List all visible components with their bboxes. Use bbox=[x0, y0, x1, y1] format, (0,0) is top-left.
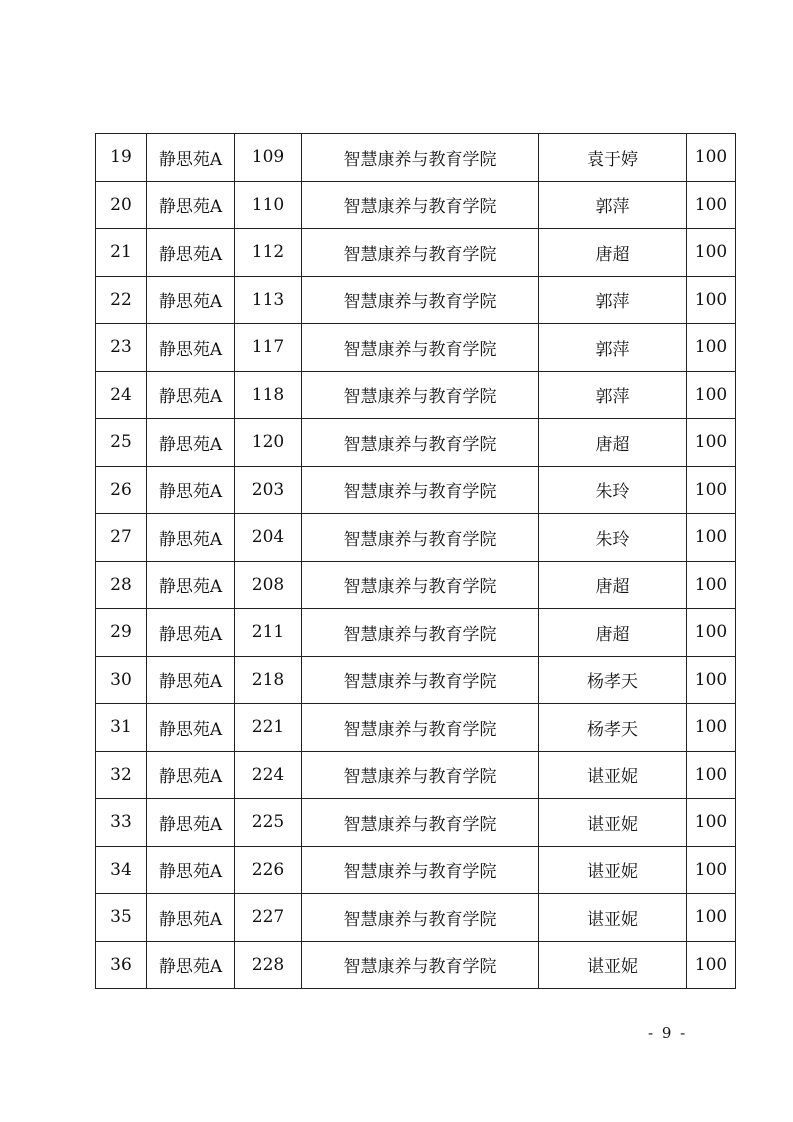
building-cell: 静思苑A bbox=[147, 229, 235, 277]
room-number-cell: 227 bbox=[235, 894, 302, 942]
college-cell: 智慧康养与教育学院 bbox=[302, 514, 539, 562]
college-cell: 智慧康养与教育学院 bbox=[302, 846, 539, 894]
college-cell: 智慧康养与教育学院 bbox=[302, 751, 539, 799]
manager-name-cell: 杨孝天 bbox=[539, 704, 687, 752]
score-cell: 100 bbox=[687, 181, 736, 229]
score-cell: 100 bbox=[687, 134, 736, 182]
table-row bbox=[96, 941, 736, 989]
manager-name-cell: 唐超 bbox=[539, 229, 687, 277]
score-cell: 100 bbox=[687, 656, 736, 704]
building-cell: 静思苑A bbox=[147, 134, 235, 182]
score-cell: 100 bbox=[687, 514, 736, 562]
building-cell: 静思苑A bbox=[147, 419, 235, 467]
room-number-cell: 113 bbox=[235, 276, 302, 324]
building-cell: 静思苑A bbox=[147, 466, 235, 514]
room-number-cell: 117 bbox=[235, 324, 302, 372]
table-row bbox=[96, 371, 736, 419]
manager-name-cell: 谌亚妮 bbox=[539, 846, 687, 894]
building-cell: 静思苑A bbox=[147, 894, 235, 942]
manager-name-cell: 谌亚妮 bbox=[539, 751, 687, 799]
row-number-cell: 31 bbox=[96, 704, 147, 752]
row-number-cell: 32 bbox=[96, 751, 147, 799]
college-cell: 智慧康养与教育学院 bbox=[302, 324, 539, 372]
college-cell: 智慧康养与教育学院 bbox=[302, 799, 539, 847]
room-number-cell: 204 bbox=[235, 514, 302, 562]
room-number-cell: 211 bbox=[235, 609, 302, 657]
row-number-cell: 30 bbox=[96, 656, 147, 704]
row-number-cell: 33 bbox=[96, 799, 147, 847]
building-cell: 静思苑A bbox=[147, 751, 235, 799]
score-cell: 100 bbox=[687, 609, 736, 657]
row-number-cell: 27 bbox=[96, 514, 147, 562]
college-cell: 智慧康养与教育学院 bbox=[302, 656, 539, 704]
table-row bbox=[96, 799, 736, 847]
room-number-cell: 118 bbox=[235, 371, 302, 419]
row-number-cell: 28 bbox=[96, 561, 147, 609]
row-number-cell: 20 bbox=[96, 181, 147, 229]
building-cell: 静思苑A bbox=[147, 609, 235, 657]
table-row bbox=[96, 894, 736, 942]
manager-name-cell: 唐超 bbox=[539, 561, 687, 609]
room-number-cell: 203 bbox=[235, 466, 302, 514]
building-cell: 静思苑A bbox=[147, 324, 235, 372]
manager-name-cell: 朱玲 bbox=[539, 514, 687, 562]
building-cell: 静思苑A bbox=[147, 276, 235, 324]
building-cell: 静思苑A bbox=[147, 941, 235, 989]
score-cell: 100 bbox=[687, 419, 736, 467]
college-cell: 智慧康养与教育学院 bbox=[302, 134, 539, 182]
score-cell: 100 bbox=[687, 324, 736, 372]
table-row bbox=[96, 324, 736, 372]
building-cell: 静思苑A bbox=[147, 371, 235, 419]
table-body bbox=[96, 134, 736, 989]
room-number-cell: 226 bbox=[235, 846, 302, 894]
score-cell: 100 bbox=[687, 894, 736, 942]
row-number-cell: 29 bbox=[96, 609, 147, 657]
manager-name-cell: 谌亚妮 bbox=[539, 941, 687, 989]
table-row bbox=[96, 609, 736, 657]
building-cell: 静思苑A bbox=[147, 514, 235, 562]
building-cell: 静思苑A bbox=[147, 561, 235, 609]
college-cell: 智慧康养与教育学院 bbox=[302, 229, 539, 277]
room-number-cell: 208 bbox=[235, 561, 302, 609]
college-cell: 智慧康养与教育学院 bbox=[302, 894, 539, 942]
score-cell: 100 bbox=[687, 466, 736, 514]
college-cell: 智慧康养与教育学院 bbox=[302, 561, 539, 609]
manager-name-cell: 郭萍 bbox=[539, 371, 687, 419]
table-row bbox=[96, 704, 736, 752]
row-number-cell: 21 bbox=[96, 229, 147, 277]
score-cell: 100 bbox=[687, 229, 736, 277]
room-number-cell: 228 bbox=[235, 941, 302, 989]
manager-name-cell: 朱玲 bbox=[539, 466, 687, 514]
score-cell: 100 bbox=[687, 704, 736, 752]
college-cell: 智慧康养与教育学院 bbox=[302, 704, 539, 752]
college-cell: 智慧康养与教育学院 bbox=[302, 276, 539, 324]
college-cell: 智慧康养与教育学院 bbox=[302, 466, 539, 514]
room-number-cell: 112 bbox=[235, 229, 302, 277]
manager-name-cell: 郭萍 bbox=[539, 276, 687, 324]
row-number-cell: 24 bbox=[96, 371, 147, 419]
college-cell: 智慧康养与教育学院 bbox=[302, 181, 539, 229]
room-number-cell: 221 bbox=[235, 704, 302, 752]
row-number-cell: 35 bbox=[96, 894, 147, 942]
row-number-cell: 34 bbox=[96, 846, 147, 894]
table-row bbox=[96, 561, 736, 609]
score-cell: 100 bbox=[687, 276, 736, 324]
score-cell: 100 bbox=[687, 371, 736, 419]
table-row bbox=[96, 751, 736, 799]
manager-name-cell: 杨孝天 bbox=[539, 656, 687, 704]
building-cell: 静思苑A bbox=[147, 181, 235, 229]
room-number-cell: 218 bbox=[235, 656, 302, 704]
manager-name-cell: 谌亚妮 bbox=[539, 894, 687, 942]
room-number-cell: 109 bbox=[235, 134, 302, 182]
table-row bbox=[96, 419, 736, 467]
college-cell: 智慧康养与教育学院 bbox=[302, 419, 539, 467]
page-number: - 9 - bbox=[648, 1024, 688, 1042]
row-number-cell: 22 bbox=[96, 276, 147, 324]
college-cell: 智慧康养与教育学院 bbox=[302, 371, 539, 419]
manager-name-cell: 郭萍 bbox=[539, 324, 687, 372]
row-number-cell: 23 bbox=[96, 324, 147, 372]
row-number-cell: 25 bbox=[96, 419, 147, 467]
table-row bbox=[96, 134, 736, 182]
dormitory-score-table bbox=[95, 133, 736, 989]
table-row bbox=[96, 181, 736, 229]
manager-name-cell: 唐超 bbox=[539, 609, 687, 657]
room-number-cell: 110 bbox=[235, 181, 302, 229]
row-number-cell: 36 bbox=[96, 941, 147, 989]
building-cell: 静思苑A bbox=[147, 656, 235, 704]
table-row bbox=[96, 276, 736, 324]
college-cell: 智慧康养与教育学院 bbox=[302, 941, 539, 989]
score-cell: 100 bbox=[687, 846, 736, 894]
manager-name-cell: 谌亚妮 bbox=[539, 799, 687, 847]
manager-name-cell: 唐超 bbox=[539, 419, 687, 467]
building-cell: 静思苑A bbox=[147, 799, 235, 847]
table-row bbox=[96, 229, 736, 277]
table-row bbox=[96, 846, 736, 894]
building-cell: 静思苑A bbox=[147, 704, 235, 752]
room-number-cell: 224 bbox=[235, 751, 302, 799]
score-cell: 100 bbox=[687, 561, 736, 609]
room-number-cell: 225 bbox=[235, 799, 302, 847]
score-cell: 100 bbox=[687, 941, 736, 989]
row-number-cell: 19 bbox=[96, 134, 147, 182]
room-number-cell: 120 bbox=[235, 419, 302, 467]
score-cell: 100 bbox=[687, 799, 736, 847]
manager-name-cell: 郭萍 bbox=[539, 181, 687, 229]
manager-name-cell: 袁于婷 bbox=[539, 134, 687, 182]
table-row bbox=[96, 514, 736, 562]
building-cell: 静思苑A bbox=[147, 846, 235, 894]
table-row bbox=[96, 656, 736, 704]
table-row bbox=[96, 466, 736, 514]
score-cell: 100 bbox=[687, 751, 736, 799]
college-cell: 智慧康养与教育学院 bbox=[302, 609, 539, 657]
row-number-cell: 26 bbox=[96, 466, 147, 514]
